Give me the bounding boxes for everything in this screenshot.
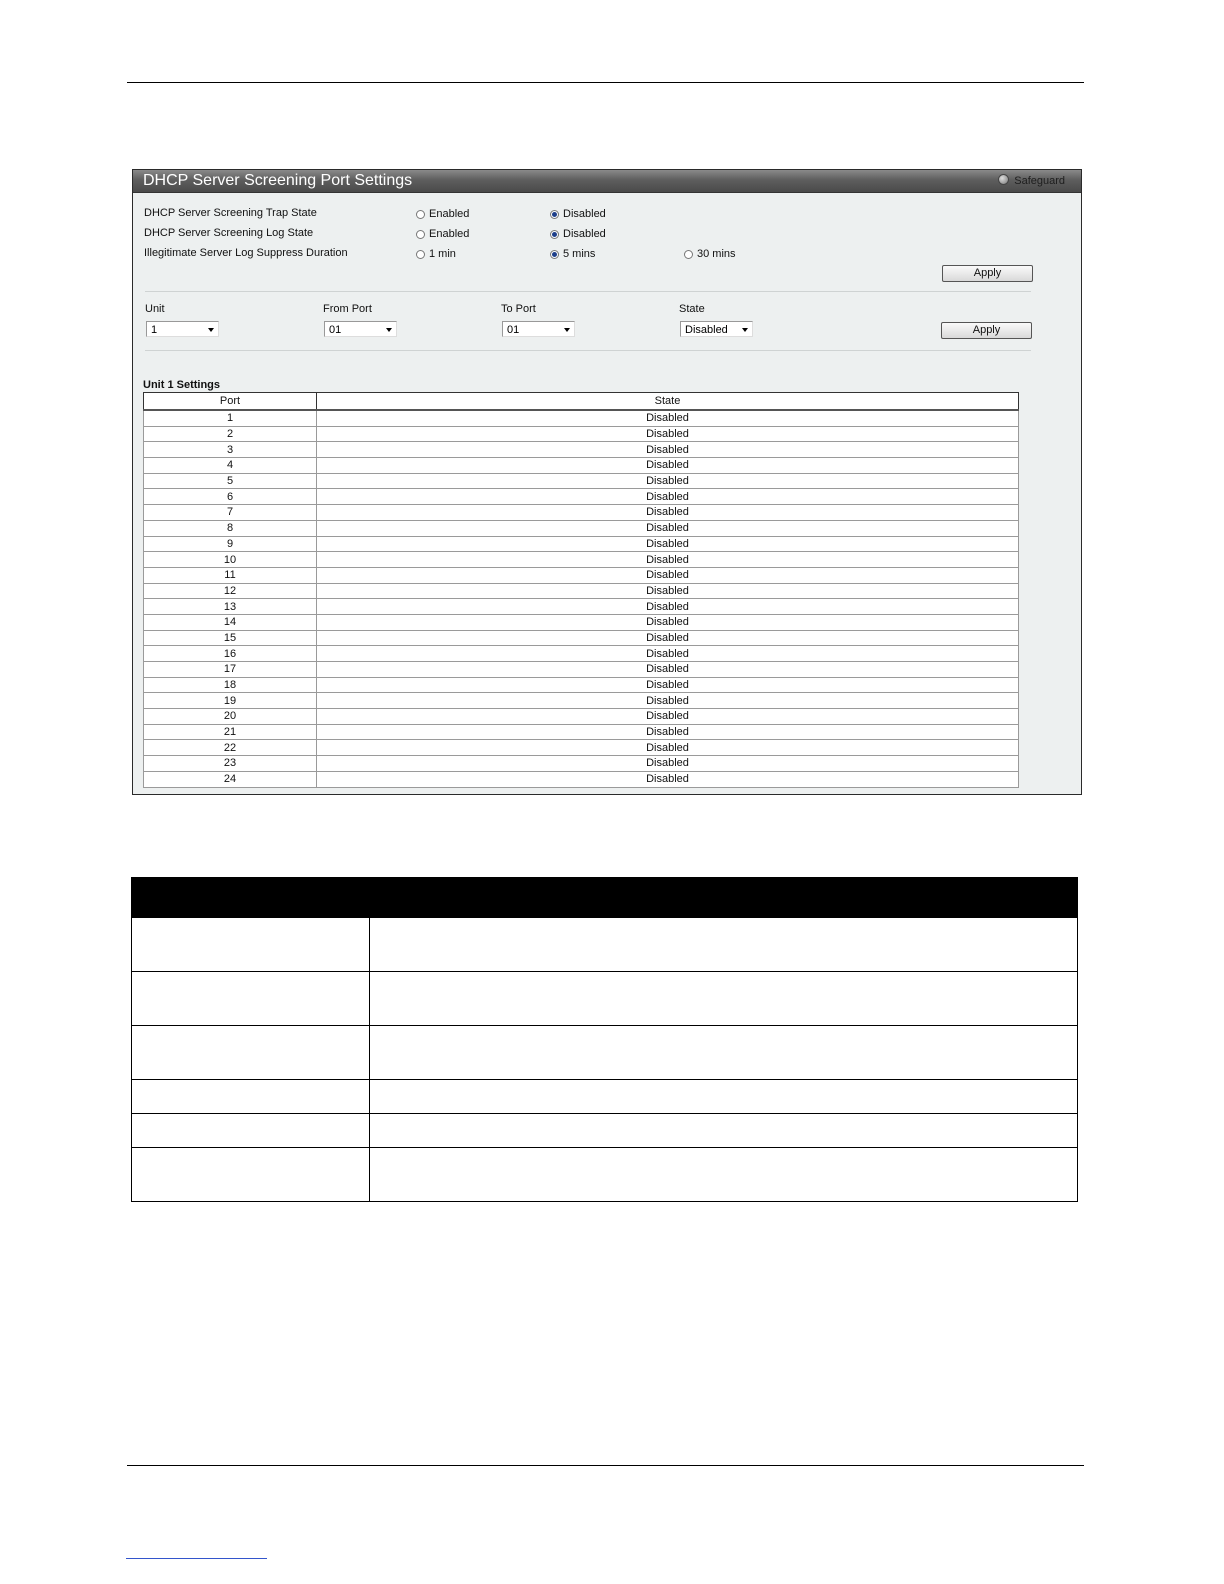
port-cell: 23: [144, 756, 317, 772]
unit-select-value: 1: [151, 324, 158, 336]
chevron-down-icon: [386, 328, 392, 332]
apply-port-button[interactable]: Apply: [941, 322, 1032, 339]
param-cell: [132, 1080, 370, 1114]
log-state-label: DHCP Server Screening Log State: [144, 227, 314, 239]
param-cell: [132, 972, 370, 1026]
from-port-select-value: 01: [329, 324, 342, 336]
radio-selected-icon: [550, 250, 559, 259]
table-row: [144, 740, 1019, 756]
divider: [145, 291, 1031, 292]
state-cell: Disabled: [317, 536, 1019, 552]
table-row: [144, 677, 1019, 693]
table-row: [144, 505, 1019, 521]
description-cell: [370, 1080, 1078, 1114]
description-cell: [370, 972, 1078, 1026]
state-cell: Disabled: [317, 473, 1019, 489]
port-cell: 20: [144, 709, 317, 725]
port-cell: 17: [144, 662, 317, 678]
trap-state-label: DHCP Server Screening Trap State: [144, 207, 317, 219]
window-title: DHCP Server Screening Port Settings: [143, 172, 413, 189]
parameter-description-table: [131, 877, 1078, 1202]
state-cell: Disabled: [317, 724, 1019, 740]
param-cell: [132, 1148, 370, 1202]
header-rule: [127, 82, 1084, 83]
port-cell: 7: [144, 505, 317, 521]
table-row: [144, 410, 1019, 426]
state-cell: Disabled: [317, 583, 1019, 599]
suppress-5mins-radio[interactable]: [550, 248, 595, 260]
from-port-select[interactable]: [324, 321, 397, 337]
port-cell: 6: [144, 489, 317, 505]
port-cell: 22: [144, 740, 317, 756]
port-cell: 12: [144, 583, 317, 599]
port-cell: 10: [144, 552, 317, 568]
table-row: [144, 724, 1019, 740]
port-cell: 14: [144, 614, 317, 630]
port-cell: 3: [144, 442, 317, 458]
state-label: State: [679, 303, 705, 315]
state-cell: Disabled: [317, 614, 1019, 630]
radio-label: Disabled: [563, 228, 606, 240]
state-cell: Disabled: [317, 426, 1019, 442]
suppress-1min-radio[interactable]: [416, 248, 456, 260]
suppress-duration-label: Illegitimate Server Log Suppress Duration: [144, 247, 348, 259]
window-titlebar: [133, 170, 1081, 193]
unit-label: Unit: [145, 303, 165, 315]
port-cell: 19: [144, 693, 317, 709]
state-cell: Disabled: [317, 458, 1019, 474]
state-cell: Disabled: [317, 646, 1019, 662]
from-port-label: From Port: [323, 303, 372, 315]
trap-state-enabled-radio[interactable]: [416, 208, 469, 220]
port-cell: 21: [144, 724, 317, 740]
state-cell: Disabled: [317, 520, 1019, 536]
port-cell: 13: [144, 599, 317, 615]
unit-settings-title: Unit 1 Settings: [143, 379, 221, 391]
table-row: [144, 520, 1019, 536]
radio-icon: [416, 250, 425, 259]
state-cell: Disabled: [317, 771, 1019, 787]
log-state-disabled-radio[interactable]: [550, 228, 606, 240]
port-cell: 9: [144, 536, 317, 552]
state-cell: Disabled: [317, 599, 1019, 615]
unit-select[interactable]: [146, 321, 219, 337]
radio-label: 1 min: [429, 248, 456, 260]
table-row: [144, 583, 1019, 599]
state-cell: Disabled: [317, 410, 1019, 426]
state-cell: Disabled: [317, 552, 1019, 568]
suppress-30mins-radio[interactable]: [684, 248, 736, 260]
table-row: [144, 662, 1019, 678]
param-cell: [132, 1114, 370, 1148]
port-column-header: Port: [144, 393, 317, 411]
state-cell: Disabled: [317, 677, 1019, 693]
table-row: [144, 630, 1019, 646]
table-header-bar: [132, 878, 1078, 918]
table-row: [144, 646, 1019, 662]
to-port-select-value: 01: [507, 324, 520, 336]
table-row: [144, 442, 1019, 458]
table-row: [144, 693, 1019, 709]
log-state-enabled-radio[interactable]: [416, 228, 469, 240]
port-cell: 15: [144, 630, 317, 646]
description-cell: [370, 1114, 1078, 1148]
radio-label: Enabled: [429, 228, 470, 240]
apply-global-button[interactable]: Apply: [942, 265, 1033, 282]
radio-label: Enabled: [429, 208, 470, 220]
settings-window: [132, 169, 1082, 795]
param-cell: [132, 918, 370, 972]
state-cell: Disabled: [317, 567, 1019, 583]
port-cell: 4: [144, 458, 317, 474]
radio-label: Disabled: [563, 208, 606, 220]
divider: [145, 350, 1031, 351]
port-cell: 18: [144, 677, 317, 693]
radio-icon: [684, 250, 693, 259]
to-port-select[interactable]: [502, 321, 575, 337]
table-row: [144, 709, 1019, 725]
state-cell: Disabled: [317, 442, 1019, 458]
state-cell: Disabled: [317, 709, 1019, 725]
table-row: [144, 473, 1019, 489]
description-cell: [370, 1026, 1078, 1080]
radio-selected-icon: [550, 230, 559, 239]
footer-rule: [127, 1465, 1084, 1466]
radio-selected-icon: [550, 210, 559, 219]
radio-icon: [416, 230, 425, 239]
table-row: [144, 536, 1019, 552]
state-select-value: Disabled: [685, 324, 728, 336]
param-cell: [132, 1026, 370, 1080]
table-row: [144, 599, 1019, 615]
chevron-down-icon: [208, 328, 214, 332]
state-column-header: State: [317, 393, 1019, 411]
description-cell: [370, 918, 1078, 972]
safeguard-indicator[interactable]: [998, 170, 1065, 192]
state-cell: Disabled: [317, 740, 1019, 756]
chevron-down-icon: [564, 328, 570, 332]
table-row: [144, 614, 1019, 630]
chevron-down-icon: [742, 328, 748, 332]
table-row: [144, 426, 1019, 442]
radio-label: 5 mins: [563, 248, 596, 260]
state-select[interactable]: [680, 321, 753, 337]
safeguard-label: Safeguard: [1014, 175, 1065, 187]
table-row: [144, 756, 1019, 772]
state-cell: Disabled: [317, 489, 1019, 505]
table-row: [144, 567, 1019, 583]
description-cell: [370, 1148, 1078, 1202]
state-cell: Disabled: [317, 505, 1019, 521]
state-cell: Disabled: [317, 756, 1019, 772]
radio-label: 30 mins: [697, 248, 736, 260]
port-cell: 11: [144, 567, 317, 583]
safeguard-led-icon: [998, 174, 1009, 185]
port-state-table: [143, 392, 1019, 788]
footer-link-underline: [126, 1558, 267, 1559]
port-cell: 5: [144, 473, 317, 489]
state-cell: Disabled: [317, 662, 1019, 678]
to-port-label: To Port: [501, 303, 536, 315]
table-row: [144, 458, 1019, 474]
state-cell: Disabled: [317, 630, 1019, 646]
table-row: [144, 552, 1019, 568]
port-cell: 8: [144, 520, 317, 536]
port-cell: 24: [144, 771, 317, 787]
port-cell: 2: [144, 426, 317, 442]
port-cell: 16: [144, 646, 317, 662]
table-row: [144, 489, 1019, 505]
trap-state-disabled-radio[interactable]: [550, 208, 606, 220]
table-row: [144, 771, 1019, 787]
radio-icon: [416, 210, 425, 219]
state-cell: Disabled: [317, 693, 1019, 709]
port-cell: 1: [144, 410, 317, 426]
